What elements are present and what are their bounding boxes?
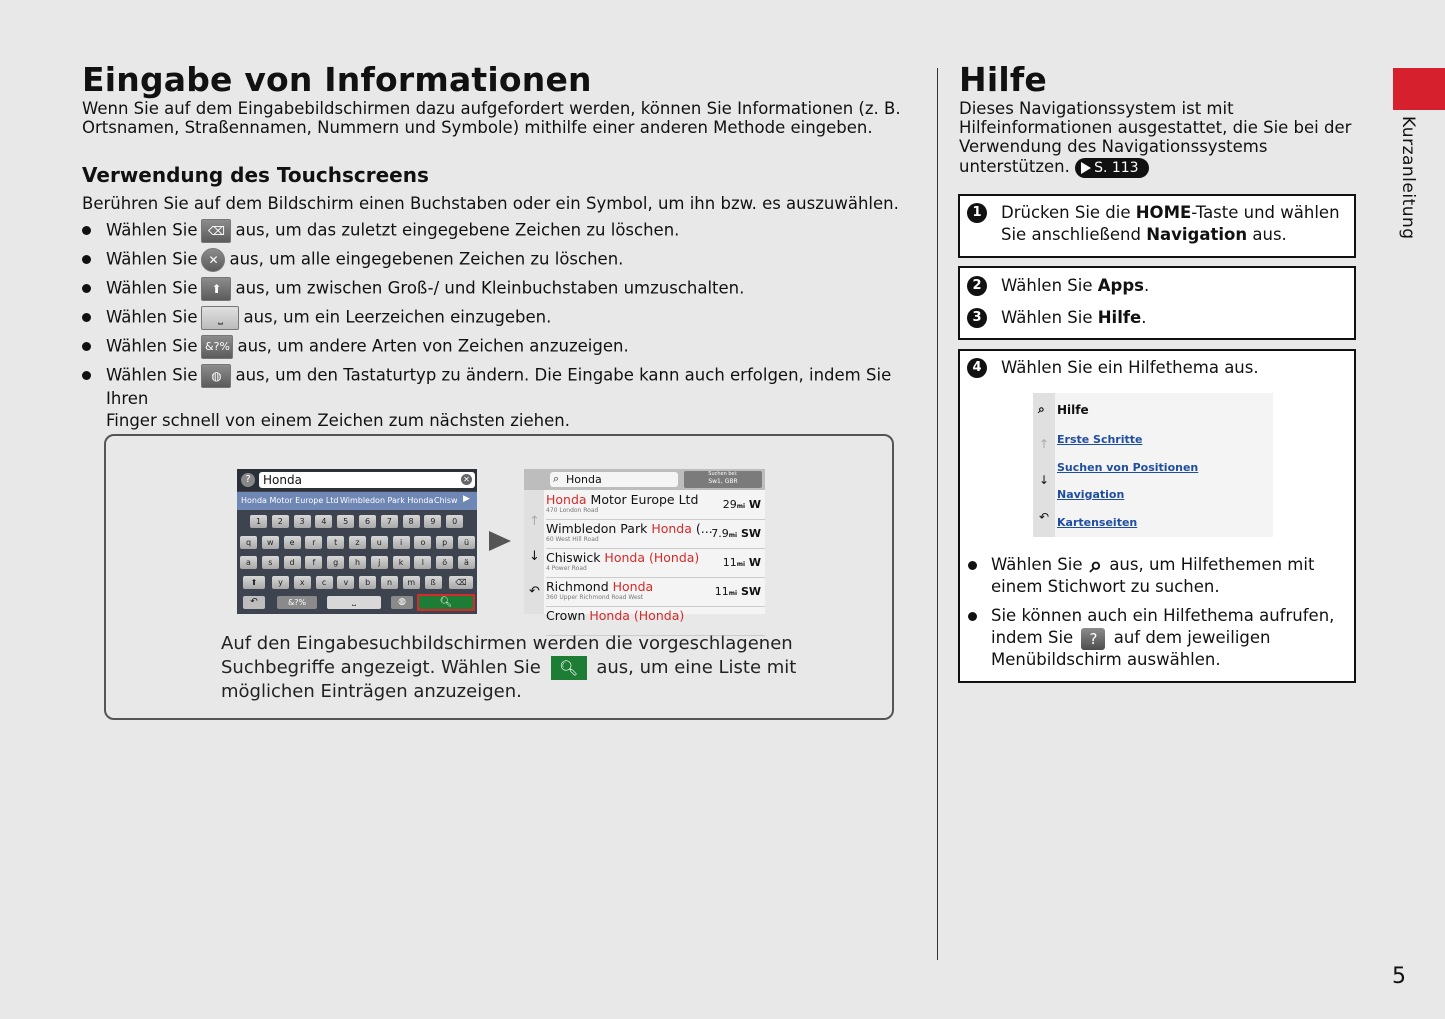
- key-r[interactable]: r: [305, 536, 322, 549]
- help-link-suchen[interactable]: Suchen von Positionen: [1057, 461, 1199, 474]
- key-t[interactable]: t: [327, 536, 344, 549]
- clear-all-icon: ✕: [201, 248, 225, 272]
- page-title: Eingabe von Informationen: [82, 60, 592, 99]
- step-number-1: 1: [967, 203, 987, 223]
- step-3-text: Wählen Sie Hilfe.: [1001, 308, 1147, 327]
- magnifier-icon: ⌕: [1089, 552, 1103, 578]
- key-x[interactable]: x: [294, 576, 311, 589]
- key-z[interactable]: z: [349, 536, 366, 549]
- key-h[interactable]: h: [349, 556, 366, 569]
- back-icon[interactable]: ↶: [243, 596, 265, 609]
- shift-icon: ⬆: [201, 277, 231, 301]
- key-ö[interactable]: ö: [436, 556, 453, 569]
- figure-caption-2: Suchbegriffe angezeigt. Wählen Sie 🔍︎ aus, um eine Liste mit: [221, 657, 797, 678]
- arrow-right-icon: [489, 531, 511, 551]
- key-1[interactable]: 1: [250, 515, 267, 528]
- help-screen-title: Hilfe: [1057, 403, 1089, 417]
- help-back-icon[interactable]: ↶: [1039, 510, 1050, 524]
- key-o[interactable]: o: [414, 536, 431, 549]
- key-2[interactable]: 2: [272, 515, 289, 528]
- kb-search-input[interactable]: Honda ✕: [259, 472, 475, 488]
- bullet-shift: Wählen Sie ⬆ aus, um zwischen Groß-/ und Kleinbuchstaben umzuschalten.: [82, 277, 744, 301]
- key-c[interactable]: c: [316, 576, 333, 589]
- key-7[interactable]: 7: [381, 515, 398, 528]
- space-key[interactable]: ⎵: [327, 596, 381, 609]
- step-number-3: 3: [967, 308, 987, 328]
- help-link-erste-schritte[interactable]: Erste Schritte: [1057, 433, 1143, 446]
- note-2-line-3: Menübildschirm auswählen.: [991, 650, 1221, 669]
- key-3[interactable]: 3: [294, 515, 311, 528]
- key-i[interactable]: i: [393, 536, 410, 549]
- key-q[interactable]: q: [240, 536, 257, 549]
- note-2-line-2: indem Sie ? auf dem jeweiligen: [991, 628, 1271, 648]
- key-f[interactable]: f: [305, 556, 322, 569]
- result-row[interactable]: Wimbledon Park Honda (... 60 West Hill Road 7.9mi SW: [546, 519, 765, 549]
- backspace-icon: ⌫: [201, 219, 231, 243]
- help-intro-1: Dieses Navigationssystem ist mit: [959, 99, 1234, 118]
- key-a[interactable]: a: [240, 556, 257, 569]
- note-1-line-2: einem Stichwort zu suchen.: [991, 577, 1220, 596]
- touch-intro: Berühren Sie auf dem Bildschirm einen Buchstaben oder ein Symbol, um ihn bzw. es auszuwählen.: [82, 194, 899, 213]
- globe-icon: ◍: [201, 364, 231, 388]
- key-y[interactable]: y: [272, 576, 289, 589]
- key-ä[interactable]: ä: [458, 556, 475, 569]
- step-2-text: Wählen Sie Apps.: [1001, 276, 1150, 295]
- bullet-backspace: Wählen Sie ⌫ aus, um das zuletzt eingegebene Zeichen zu löschen.: [82, 219, 679, 243]
- bullet-clear: Wählen Sie ✕ aus, um alle eingegebenen Zeichen zu löschen.: [82, 248, 623, 272]
- suggestion-3[interactable]: Chisw: [434, 496, 458, 505]
- bullet-symbols: Wählen Sie &?% aus, um andere Arten von Zeichen anzuzeigen.: [82, 335, 629, 359]
- key-9[interactable]: 9: [424, 515, 441, 528]
- backspace-key-icon[interactable]: ⌫: [449, 576, 473, 589]
- key-w[interactable]: w: [262, 536, 279, 549]
- help-scroll-up-icon[interactable]: ↑: [1039, 437, 1050, 451]
- shift-key-icon[interactable]: ⬆: [243, 576, 265, 589]
- key-m[interactable]: m: [403, 576, 420, 589]
- key-ß[interactable]: ß: [425, 576, 442, 589]
- key-5[interactable]: 5: [337, 515, 354, 528]
- help-screen: [1033, 393, 1273, 537]
- figure-caption-3: möglichen Einträgen anzuzeigen.: [221, 681, 522, 702]
- scroll-down-icon[interactable]: ↓: [529, 549, 540, 564]
- key-p[interactable]: p: [436, 536, 453, 549]
- keyboard-screen: [237, 469, 477, 614]
- help-intro-3: Verwendung des Navigationssystems: [959, 137, 1268, 156]
- result-row[interactable]: Richmond Honda 360 Upper Richmond Road West 11mi SW: [546, 577, 765, 607]
- search-key-icon[interactable]: 🔍︎: [417, 594, 475, 611]
- chapter-label: Kurzanleitung: [1398, 116, 1418, 240]
- result-row[interactable]: Crown Honda (Honda): [546, 606, 765, 636]
- step-4-text: Wählen Sie ein Hilfethema aus.: [1001, 358, 1259, 377]
- key-4[interactable]: 4: [315, 515, 332, 528]
- key-6[interactable]: 6: [359, 515, 376, 528]
- results-screen: [524, 469, 765, 623]
- key-v[interactable]: v: [337, 576, 354, 589]
- result-row[interactable]: Chiswick Honda (Honda) 4 Power Road 11mi W: [546, 548, 765, 578]
- search-icon: ⌕: [553, 472, 560, 485]
- help-scroll-down-icon[interactable]: ↓: [1039, 473, 1050, 487]
- key-u[interactable]: u: [371, 536, 388, 549]
- symbols-key[interactable]: &?%: [277, 596, 317, 609]
- space-icon: ⎵: [201, 306, 239, 330]
- question-icon: ?: [1081, 628, 1105, 650]
- step-1-line-2: Sie anschließend Navigation aus.: [1001, 225, 1287, 244]
- bullet-globe: Wählen Sie ◍ aus, um den Tastaturtyp zu ändern. Die Eingabe kann auch erfolgen, indem Sie Ihren Finger schnell von einem Zeichen zum nächsten ziehen.: [82, 364, 922, 432]
- chapter-tab: [1393, 68, 1445, 110]
- page-reference[interactable]: S. 113: [1075, 158, 1149, 178]
- search-near-button[interactable]: Suchen bei: Sw1, GBR: [684, 471, 762, 488]
- suggestion-bar: [237, 492, 477, 510]
- key-b[interactable]: b: [359, 576, 376, 589]
- help-icon[interactable]: ?: [241, 473, 255, 487]
- figure-caption-1: Auf den Eingabesuchbildschirmen werden die vorgeschlagenen: [221, 633, 793, 654]
- search-green-icon: 🔍︎: [551, 656, 587, 680]
- bullet-dot: [968, 561, 977, 570]
- key-8[interactable]: 8: [403, 515, 420, 528]
- page-number: 5: [1392, 964, 1406, 989]
- key-s[interactable]: s: [262, 556, 279, 569]
- help-link-kartenseiten[interactable]: Kartenseiten: [1057, 516, 1138, 529]
- note-2-line-1: Sie können auch ein Hilfethema aufrufen,: [991, 606, 1335, 625]
- key-ü[interactable]: ü: [458, 536, 475, 549]
- step-1-line-1: Drücken Sie die HOME-Taste und wählen: [1001, 203, 1340, 222]
- key-d[interactable]: d: [284, 556, 301, 569]
- section-subtitle: Verwendung des Touchscreens: [82, 163, 429, 187]
- intro-line-2: Ortsnamen, Straßennamen, Nummern und Symbole) mithilfe einer anderen Methode eingeben.: [82, 118, 873, 137]
- bullet-space: Wählen Sie ⎵ aus, um ein Leerzeichen einzugeben.: [82, 306, 551, 330]
- note-1-line-1: Wählen Sie ⌕ aus, um Hilfethemen mit: [991, 552, 1315, 578]
- help-intro-4: unterstützen. S. 113: [959, 157, 1149, 178]
- key-g[interactable]: g: [327, 556, 344, 569]
- column-divider: [937, 68, 938, 960]
- help-title: Hilfe: [959, 60, 1047, 99]
- scroll-up-icon[interactable]: ↑: [529, 514, 540, 529]
- help-intro-2: Hilfeinformationen ausgestattet, die Sie bei der: [959, 118, 1352, 137]
- suggestion-next-icon: ▶: [463, 494, 470, 504]
- help-link-navigation[interactable]: Navigation: [1057, 488, 1125, 501]
- list-search-input[interactable]: ⌕ Honda: [550, 472, 678, 487]
- intro-line-1: Wenn Sie auf dem Eingabebildschirmen dazu aufgefordert werden, können Sie Informationen (z. B.: [82, 99, 901, 118]
- clear-icon: ✕: [461, 474, 472, 485]
- key-j[interactable]: j: [371, 556, 388, 569]
- key-e[interactable]: e: [284, 536, 301, 549]
- globe-key-icon[interactable]: ◍: [391, 596, 413, 609]
- suggestion-2[interactable]: Wimbledon Park Honda: [340, 496, 434, 505]
- symbols-icon: &?%: [201, 335, 233, 359]
- result-row[interactable]: Honda Motor Europe Ltd 470 London Road 29mi W: [546, 490, 765, 520]
- key-k[interactable]: k: [393, 556, 410, 569]
- help-search-icon[interactable]: ⌕: [1038, 402, 1045, 416]
- key-n[interactable]: n: [381, 576, 398, 589]
- suggestion-1[interactable]: Honda Motor Europe Ltd: [241, 496, 339, 505]
- step-number-4: 4: [967, 358, 987, 378]
- bullet-dot: [968, 612, 977, 621]
- back-icon[interactable]: ↶: [529, 584, 540, 599]
- key-l[interactable]: l: [414, 556, 431, 569]
- step-number-2: 2: [967, 276, 987, 296]
- key-0[interactable]: 0: [446, 515, 463, 528]
